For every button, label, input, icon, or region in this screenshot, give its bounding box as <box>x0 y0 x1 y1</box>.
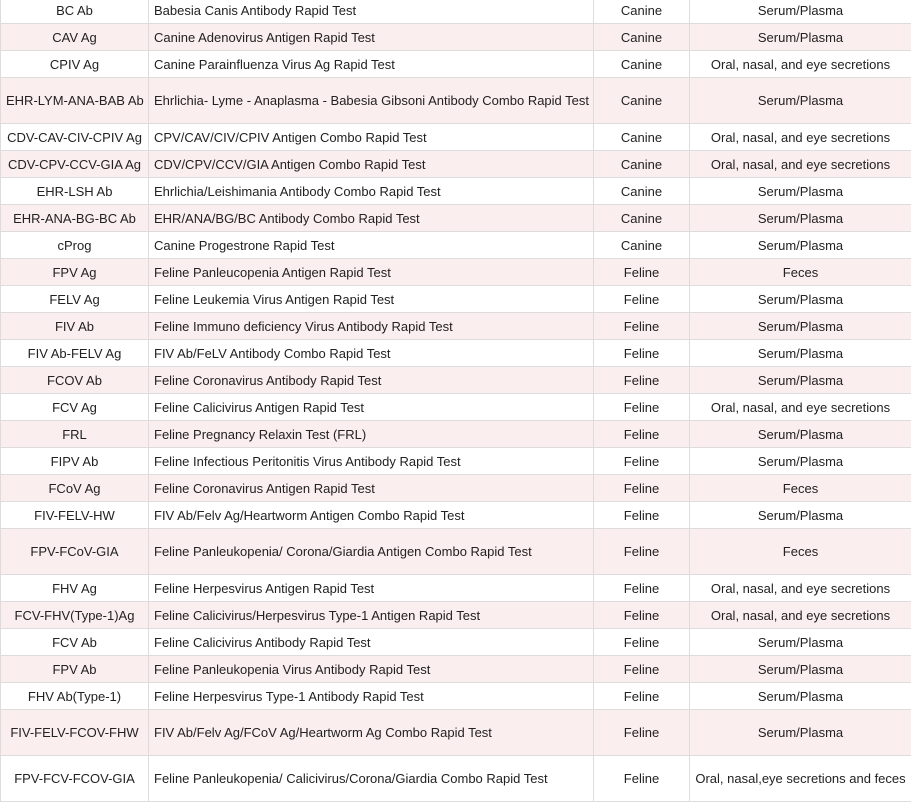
sample-type-cell: Feces <box>690 529 911 575</box>
species-cell: Feline <box>594 448 690 475</box>
sample-type-cell: Oral, nasal, and eye secretions <box>690 394 911 421</box>
test-name-cell: FIV Ab/FeLV Antibody Combo Rapid Test <box>149 340 594 367</box>
test-code-cell: CDV-CAV-CIV-CPIV Ag <box>1 124 149 151</box>
sample-type-cell: Serum/Plasma <box>690 656 911 683</box>
table-row <box>1 756 911 802</box>
test-name-cell: Feline Coronavirus Antigen Rapid Test <box>149 475 594 502</box>
species-cell: Feline <box>594 629 690 656</box>
table-row <box>1 313 911 340</box>
table-row <box>1 367 911 394</box>
test-name-cell: FIV Ab/Felv Ag/FCoV Ag/Heartworm Ag Combo Rapid Test <box>149 710 594 756</box>
test-code-cell: CAV Ag <box>1 24 149 51</box>
test-code-cell: FPV-FCV-FCOV-GIA <box>1 756 149 802</box>
test-name-cell: Feline Panleucopenia Antigen Rapid Test <box>149 259 594 286</box>
sample-type-cell: Serum/Plasma <box>690 286 911 313</box>
table-row <box>1 710 911 756</box>
test-code-cell: FCV Ag <box>1 394 149 421</box>
table-row <box>1 475 911 502</box>
table-row <box>1 232 911 259</box>
species-cell: Canine <box>594 151 690 178</box>
species-cell: Feline <box>594 286 690 313</box>
test-code-cell: EHR-LSH Ab <box>1 178 149 205</box>
test-code-cell: FCV Ab <box>1 629 149 656</box>
test-code-cell: FIPV Ab <box>1 448 149 475</box>
species-cell: Canine <box>594 78 690 124</box>
test-code-cell: FRL <box>1 421 149 448</box>
table-row <box>1 529 911 575</box>
sample-type-cell: Oral, nasal, and eye secretions <box>690 124 911 151</box>
table-row <box>1 0 911 24</box>
sample-type-cell: Serum/Plasma <box>690 78 911 124</box>
test-name-cell: Feline Panleukopenia Virus Antibody Rapid Test <box>149 656 594 683</box>
test-name-cell: Feline Infectious Peritonitis Virus Antibody Rapid Test <box>149 448 594 475</box>
sample-type-cell: Serum/Plasma <box>690 448 911 475</box>
species-cell: Canine <box>594 24 690 51</box>
test-name-cell: Feline Immuno deficiency Virus Antibody Rapid Test <box>149 313 594 340</box>
species-cell: Feline <box>594 683 690 710</box>
test-code-cell: FHV Ab(Type-1) <box>1 683 149 710</box>
test-name-cell: Canine Progestrone Rapid Test <box>149 232 594 259</box>
test-code-cell: EHR-ANA-BG-BC Ab <box>1 205 149 232</box>
test-code-cell: CPIV Ag <box>1 51 149 78</box>
test-name-cell: Feline Herpesvirus Type-1 Antibody Rapid Test <box>149 683 594 710</box>
test-code-cell: FCoV Ag <box>1 475 149 502</box>
table-row <box>1 575 911 602</box>
sample-type-cell: Serum/Plasma <box>690 710 911 756</box>
species-cell: Feline <box>594 421 690 448</box>
test-name-cell: FIV Ab/Felv Ag/Heartworm Antigen Combo Rapid Test <box>149 502 594 529</box>
species-cell: Feline <box>594 529 690 575</box>
species-cell: Feline <box>594 394 690 421</box>
species-cell: Feline <box>594 367 690 394</box>
test-name-cell: CPV/CAV/CIV/CPIV Antigen Combo Rapid Test <box>149 124 594 151</box>
species-cell: Canine <box>594 232 690 259</box>
species-cell: Feline <box>594 313 690 340</box>
table-row <box>1 421 911 448</box>
test-code-cell: FELV Ag <box>1 286 149 313</box>
test-name-cell: EHR/ANA/BG/BC Antibody Combo Rapid Test <box>149 205 594 232</box>
table-row <box>1 259 911 286</box>
test-name-cell: Feline Panleukopenia/ Calicivirus/Corona/Giardia Combo Rapid Test <box>149 756 594 802</box>
sample-type-cell: Oral, nasal, and eye secretions <box>690 51 911 78</box>
test-code-cell: cProg <box>1 232 149 259</box>
species-cell: Canine <box>594 124 690 151</box>
species-cell: Feline <box>594 756 690 802</box>
species-cell: Canine <box>594 205 690 232</box>
sample-type-cell: Serum/Plasma <box>690 205 911 232</box>
sample-type-cell: Serum/Plasma <box>690 24 911 51</box>
test-name-cell: Feline Herpesvirus Antigen Rapid Test <box>149 575 594 602</box>
test-name-cell: Ehrlichia- Lyme - Anaplasma - Babesia Gibsoni Antibody Combo Rapid Test <box>149 78 594 124</box>
table-row <box>1 629 911 656</box>
sample-type-cell: Serum/Plasma <box>690 313 911 340</box>
test-name-cell: Babesia Canis Antibody Rapid Test <box>149 0 594 24</box>
sample-type-cell: Serum/Plasma <box>690 340 911 367</box>
sample-type-cell: Feces <box>690 475 911 502</box>
test-code-cell: FCOV Ab <box>1 367 149 394</box>
species-cell: Feline <box>594 502 690 529</box>
table-row <box>1 78 911 124</box>
test-code-cell: EHR-LYM-ANA-BAB Ab <box>1 78 149 124</box>
species-cell: Canine <box>594 178 690 205</box>
test-name-cell: Feline Calicivirus Antigen Rapid Test <box>149 394 594 421</box>
species-cell: Feline <box>594 575 690 602</box>
table-row <box>1 602 911 629</box>
test-name-cell: Feline Panleukopenia/ Corona/Giardia Antigen Combo Rapid Test <box>149 529 594 575</box>
table-row <box>1 502 911 529</box>
test-code-cell: BC Ab <box>1 0 149 24</box>
sample-type-cell: Serum/Plasma <box>690 683 911 710</box>
table-row <box>1 394 911 421</box>
test-name-cell: Ehrlichia/Leishimania Antibody Combo Rapid Test <box>149 178 594 205</box>
table-row <box>1 151 911 178</box>
table-row <box>1 683 911 710</box>
test-code-cell: FCV-FHV(Type-1)Ag <box>1 602 149 629</box>
table-row <box>1 205 911 232</box>
test-code-cell: FIV-FELV-HW <box>1 502 149 529</box>
sample-type-cell: Feces <box>690 259 911 286</box>
table-row <box>1 448 911 475</box>
sample-type-cell: Serum/Plasma <box>690 232 911 259</box>
test-name-cell: Canine Adenovirus Antigen Rapid Test <box>149 24 594 51</box>
sample-type-cell: Serum/Plasma <box>690 421 911 448</box>
species-cell: Canine <box>594 0 690 24</box>
table-row <box>1 286 911 313</box>
species-cell: Feline <box>594 259 690 286</box>
test-name-cell: Feline Calicivirus/Herpesvirus Type-1 Antigen Rapid Test <box>149 602 594 629</box>
test-code-cell: FPV Ab <box>1 656 149 683</box>
species-cell: Canine <box>594 51 690 78</box>
table-row <box>1 51 911 78</box>
test-code-cell: FHV Ag <box>1 575 149 602</box>
sample-type-cell: Oral, nasal, and eye secretions <box>690 575 911 602</box>
sample-type-cell: Serum/Plasma <box>690 0 911 24</box>
test-code-cell: FIV Ab-FELV Ag <box>1 340 149 367</box>
test-name-cell: Feline Coronavirus Antibody Rapid Test <box>149 367 594 394</box>
test-name-cell: Feline Leukemia Virus Antigen Rapid Test <box>149 286 594 313</box>
test-name-cell: CDV/CPV/CCV/GIA Antigen Combo Rapid Test <box>149 151 594 178</box>
species-cell: Feline <box>594 340 690 367</box>
table-row <box>1 178 911 205</box>
sample-type-cell: Oral, nasal, and eye secretions <box>690 151 911 178</box>
test-code-cell: CDV-CPV-CCV-GIA Ag <box>1 151 149 178</box>
test-code-cell: FIV Ab <box>1 313 149 340</box>
test-code-cell: FIV-FELV-FCOV-FHW <box>1 710 149 756</box>
sample-type-cell: Serum/Plasma <box>690 502 911 529</box>
table-row <box>1 124 911 151</box>
test-table-body <box>1 0 911 802</box>
test-name-cell: Canine Parainfluenza Virus Ag Rapid Test <box>149 51 594 78</box>
species-cell: Feline <box>594 602 690 629</box>
sample-type-cell: Serum/Plasma <box>690 367 911 394</box>
test-code-cell: FPV-FCoV-GIA <box>1 529 149 575</box>
test-name-cell: Feline Calicivirus Antibody Rapid Test <box>149 629 594 656</box>
species-cell: Feline <box>594 656 690 683</box>
test-name-cell: Feline Pregnancy Relaxin Test (FRL) <box>149 421 594 448</box>
sample-type-cell: Serum/Plasma <box>690 178 911 205</box>
test-code-cell: FPV Ag <box>1 259 149 286</box>
table-row <box>1 340 911 367</box>
sample-type-cell: Oral, nasal, and eye secretions <box>690 602 911 629</box>
table-row <box>1 24 911 51</box>
table-row <box>1 656 911 683</box>
species-cell: Feline <box>594 475 690 502</box>
sample-type-cell: Serum/Plasma <box>690 629 911 656</box>
sample-type-cell: Oral, nasal,eye secretions and feces <box>690 756 911 802</box>
species-cell: Feline <box>594 710 690 756</box>
